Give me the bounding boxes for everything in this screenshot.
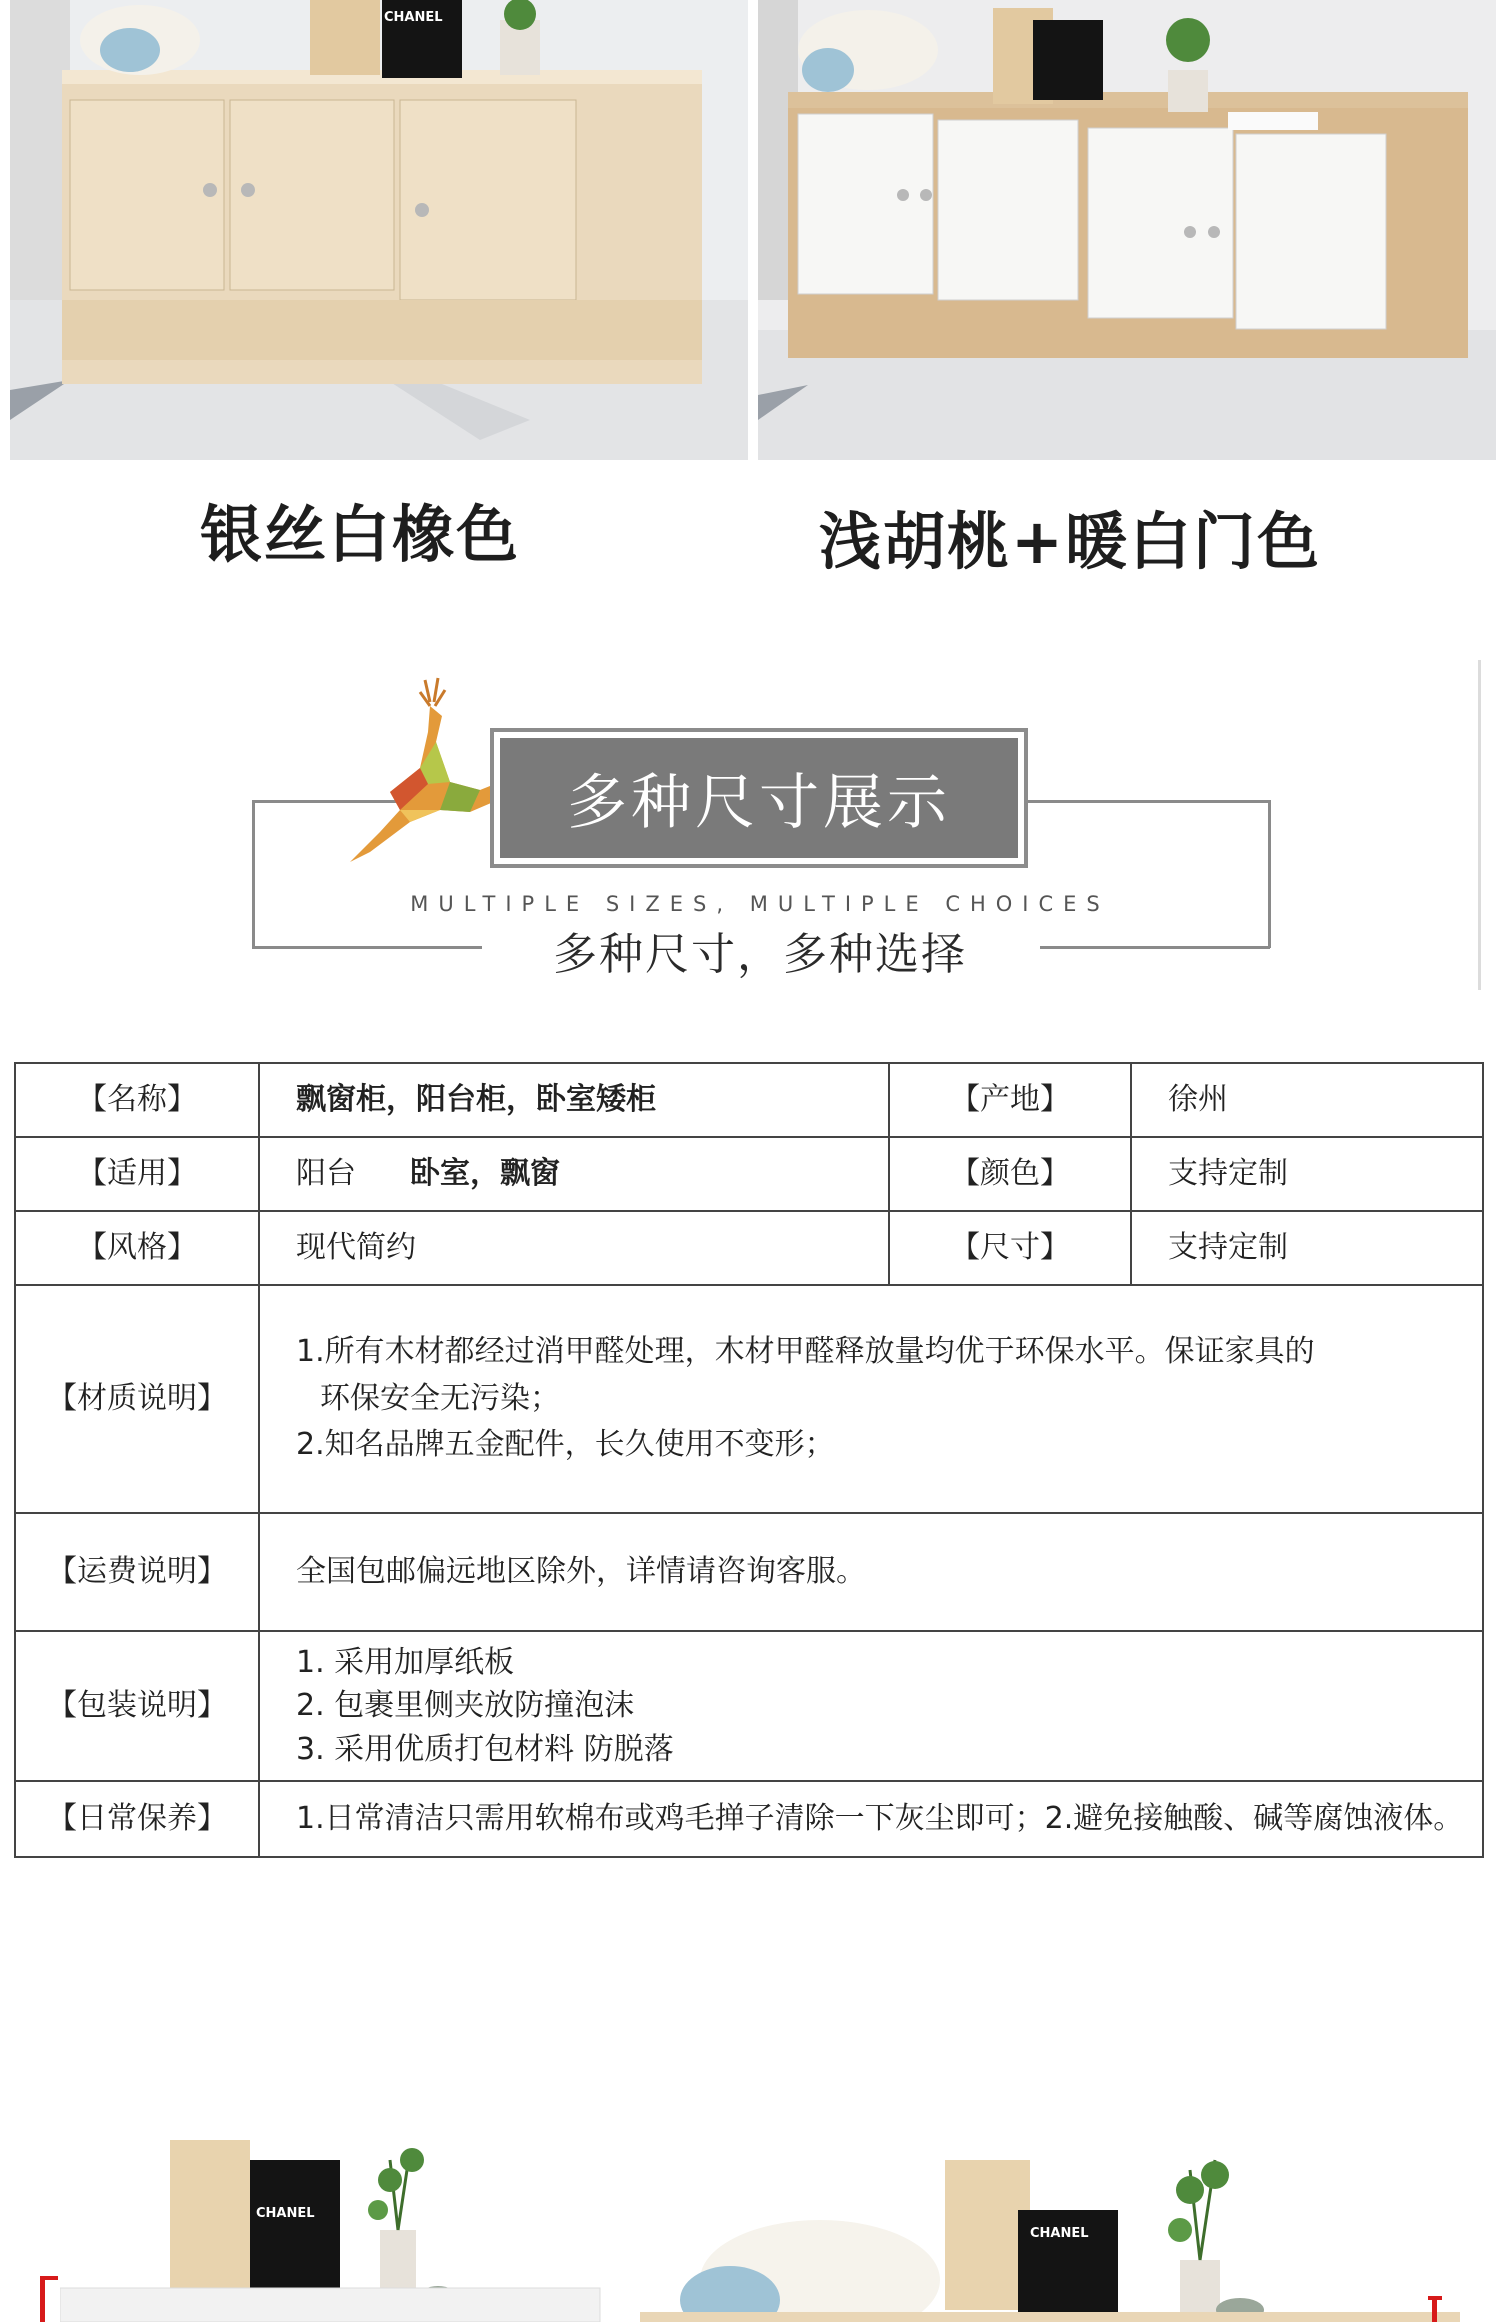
packing-line-1: 1. 采用加厚纸板 xyxy=(296,1644,515,1680)
use-value-2: 卧室，飘窗 xyxy=(410,1155,560,1191)
header-frame-left-vertical xyxy=(252,800,255,948)
header-frame-right xyxy=(1026,800,1270,803)
product-photo-bottom-right xyxy=(640,2120,1480,2322)
name-label: 【名称】 xyxy=(15,1063,259,1137)
header-frame-right-vertical xyxy=(1268,800,1271,948)
material-line-2: 环保安全无污染； xyxy=(320,1380,560,1416)
use-value-1: 阳台 xyxy=(296,1155,356,1191)
header-frame-bottom-left xyxy=(252,946,482,949)
shipping-value: 全国包邮偏远地区除外，详情请咨询客服。 xyxy=(259,1513,1483,1631)
product-photo-walnut-white xyxy=(758,0,1496,460)
care-value: 1.日常清洁只需用软棉布或鸡毛掸子清除一下灰尘即可；2.避免接触酸、碱等腐蚀液体。 xyxy=(259,1781,1483,1857)
packing-value xyxy=(259,1631,1483,1781)
color-value: 支持定制 xyxy=(1131,1137,1483,1211)
style-value: 现代简约 xyxy=(259,1211,889,1285)
product-photo-bottom-left xyxy=(60,2120,620,2322)
name-value: 飘窗柜，阳台柜，卧室矮柜 xyxy=(259,1063,889,1137)
table-row xyxy=(15,1285,1483,1513)
bag-logo-left: CHANEL xyxy=(384,10,443,25)
variant-caption-silver-oak: 银丝白橡色 xyxy=(199,498,520,571)
spec-table xyxy=(14,1062,1484,1858)
variant-caption-walnut-white: 浅胡桃+暖白门色 xyxy=(819,505,1321,578)
table-row xyxy=(15,1631,1483,1781)
red-corner-mark-right-h xyxy=(1428,2296,1442,2300)
header-frame-bottom-right xyxy=(1040,946,1270,949)
style-label: 【风格】 xyxy=(15,1211,259,1285)
size-value: 支持定制 xyxy=(1131,1211,1483,1285)
packing-line-2: 2. 包裹里侧夹放防撞泡沫 xyxy=(296,1688,635,1724)
use-label: 【适用】 xyxy=(15,1137,259,1211)
origin-value: 徐州 xyxy=(1131,1063,1483,1137)
table-row xyxy=(15,1513,1483,1631)
table-row xyxy=(15,1781,1483,1857)
material-value xyxy=(259,1285,1483,1513)
section-subtitle-cn: 多种尺寸，多种选择 xyxy=(553,929,967,980)
packing-label: 【包装说明】 xyxy=(15,1631,259,1781)
material-label: 【材质说明】 xyxy=(15,1285,259,1513)
material-line-3: 2.知名品牌五金配件，长久使用不变形； xyxy=(296,1427,835,1463)
bag-logo-bottom-right: CHANEL xyxy=(1030,2226,1089,2241)
section-title: 多种尺寸展示 xyxy=(500,738,1018,858)
red-corner-mark-left xyxy=(40,2276,45,2322)
bag-logo-bottom-left: CHANEL xyxy=(256,2206,315,2221)
red-corner-mark-left-h xyxy=(40,2276,58,2280)
table-row xyxy=(15,1063,1483,1137)
use-value xyxy=(259,1137,889,1211)
section-subtitle-en: MULTIPLE SIZES, MULTIPLE CHOICES xyxy=(410,892,1110,916)
size-label: 【尺寸】 xyxy=(889,1211,1131,1285)
table-row xyxy=(15,1211,1483,1285)
shipping-label: 【运费说明】 xyxy=(15,1513,259,1631)
color-label: 【颜色】 xyxy=(889,1137,1131,1211)
product-photo-silver-oak xyxy=(10,0,748,460)
packing-line-3: 3. 采用优质打包材料 防脱落 xyxy=(296,1731,674,1767)
right-edge-rule xyxy=(1478,660,1481,990)
material-line-1: 1.所有木材都经过消甲醛处理，木材甲醛释放量均优于环保水平。保证家具的 xyxy=(296,1334,1315,1370)
care-label: 【日常保养】 xyxy=(15,1781,259,1857)
origin-label: 【产地】 xyxy=(889,1063,1131,1137)
table-row xyxy=(15,1137,1483,1211)
